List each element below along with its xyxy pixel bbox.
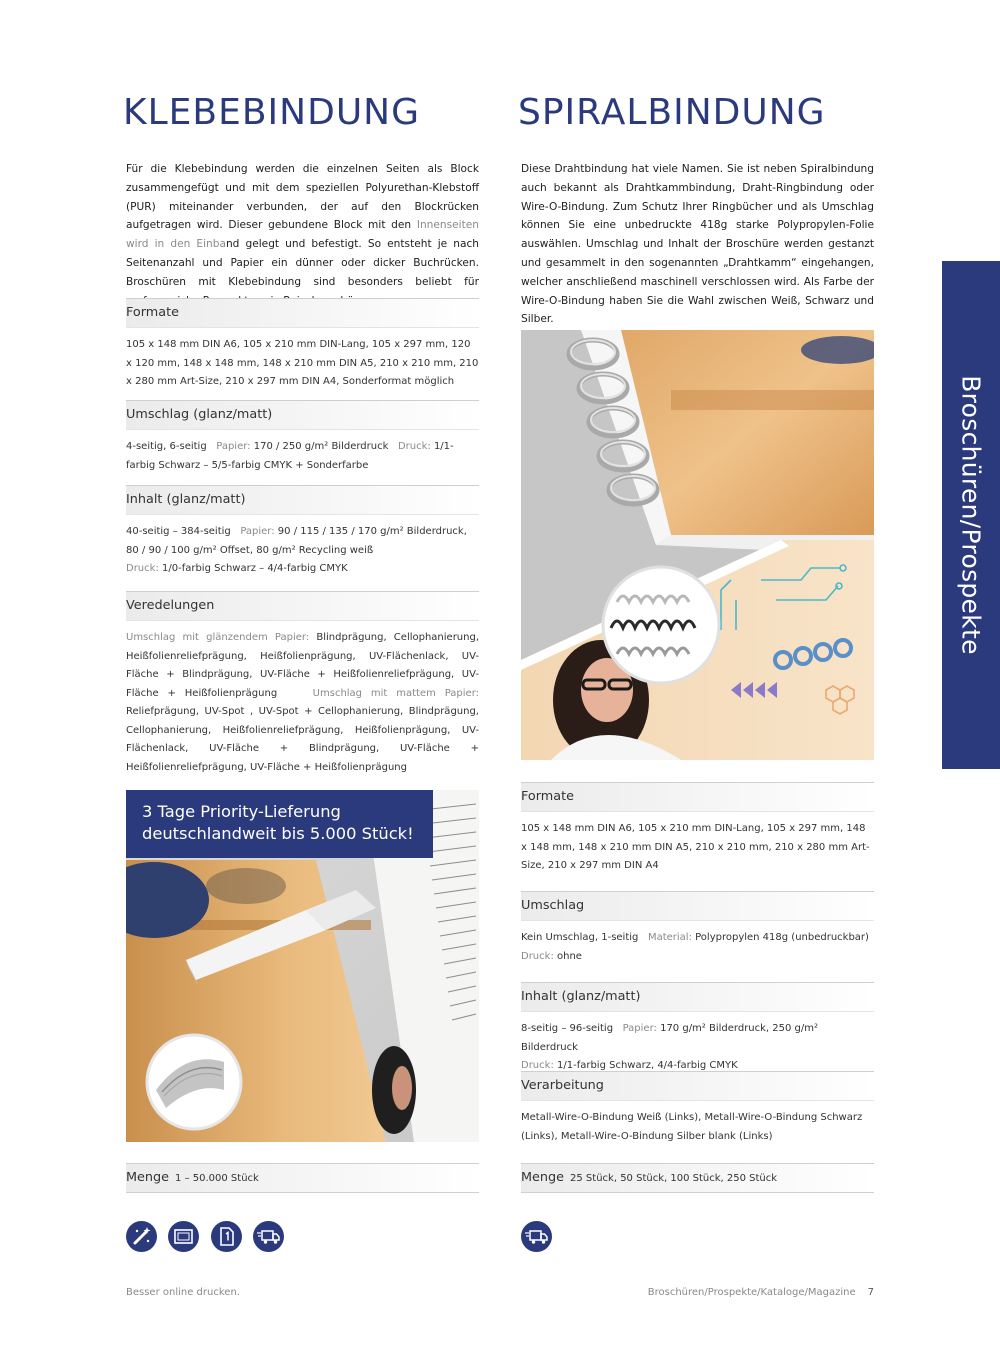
- express-truck-icon: [521, 1221, 552, 1252]
- menge-value: 1 – 50.000 Stück: [175, 1173, 259, 1184]
- section-title: Veredelungen: [126, 598, 215, 613]
- format-frame-icon: [168, 1221, 199, 1252]
- section-header-inhalt: [126, 485, 479, 515]
- inhalt-text: 8-seitig – 96-seitig Papier: 170 g/m² Bilderdruck, 250 g/m² Bilderdruck Druck: 1/1-farbig Schwarz, 4/4-farbig CMYK: [521, 1023, 819, 1071]
- section-header-umschlag: [126, 400, 479, 430]
- section-title: Umschlag: [521, 898, 585, 913]
- page-number: 7: [867, 1287, 874, 1298]
- intro-klebebindung: Für die Klebebindung werden die einzelnen Seiten als Block zusammengefügt und mit dem speziellen Polyurethan-Klebstoff (PUR) miteinander verbunden, der auf den Blockrücken aufgetragen wird. Dieser gebundene Block mit den Innenseiten wird in den Einband gelegt und befestigt. So entsteht je nach Seitenanzahl und Papier ein dünner oder dicker Buchrücken. Broschüren mit Klebebindung sind besonders beliebt für: [126, 163, 479, 288]
- section-header-veredelungen: [126, 591, 479, 621]
- side-tab-category: [942, 261, 1000, 769]
- menge-value: 25 Stück, 50 Stück, 100 Stück, 250 Stück: [570, 1173, 778, 1184]
- formate-text: 105 x 148 mm DIN A6, 105 x 210 mm DIN-Lang, 105 x 297 mm, 120 x 120 mm, 148 x 148 mm, 148 x 210 mm DIN A5, 210 x 210 mm, 210 x 280 mm Art-Size, 210 x 297 mm DIN A4, Sonderformat möglich: [126, 339, 479, 387]
- umschlag-text: 4-seitig, 6-seitig Papier: 170 / 250 g/m² Bilderdruck Druck: 1/1-farbig Schwarz – 5/5-farbig CMYK + Sonderfarbe: [126, 441, 454, 471]
- section-title: Verarbeitung: [521, 1078, 604, 1093]
- menge-label: Menge: [521, 1170, 565, 1185]
- heading-spiralbindung: SPIRALBINDUNG: [518, 92, 826, 133]
- section-title: Inhalt (glanz/matt): [126, 492, 246, 507]
- menge-row: [521, 1163, 874, 1193]
- priority-delivery-banner: 3 Tage Priority-Lieferung deutschlandweit bis 5.000 Stück!: [126, 790, 433, 858]
- formate-text: 105 x 148 mm DIN A6, 105 x 210 mm DIN-Lang, 105 x 297 mm, 148 x 148 mm, 148 x 210 mm DIN A5, 210 x 210 mm, 210 x 280 mm Art-Size, 210 x 297 mm DIN A4: [521, 823, 870, 871]
- footer-section-label: Broschüren/Prospekte/Kataloge/Magazine: [647, 1287, 856, 1298]
- verarbeitung-text: Metall-Wire-O-Bindung Weiß (Links), Metall-Wire-O-Bindung Schwarz (Links), Metall-Wire-O-Bindung Silber blank (Links): [521, 1112, 863, 1142]
- spiralbindung-photo: [521, 330, 874, 760]
- section-title: Umschlag (glanz/matt): [126, 407, 273, 422]
- footer-section: [648, 1287, 874, 1298]
- heading-klebebindung: KLEBEBINDUNG: [123, 92, 420, 133]
- intro-spiralbindung: Diese Drahtbindung hat viele Namen. Sie ist neben Spiralbindung auch bekannt als Drahtkammbindung, Draht-Ringbindung oder Wire-O-Bindung. Zum Schutz Ihrer Ringbücher und als Umschlag können Sie eine unbedruckte 418g starke Polypropylen-Folie auswählen. Umschlag und Inhalt der Broschüre werden gestanzt und gesammelt in den sogenannten „Drahtkamm“ eingehangen, welcher anschließend maschinell verschlossen wird. Als Farbe der Wire-O-Bindung haben Sie die Wahl zwischen Weiß, Schwarz und Silber.: [521, 163, 874, 326]
- footer-slogan: Besser online drucken.: [126, 1287, 240, 1298]
- express-truck-icon: [253, 1221, 284, 1252]
- menge-row: [126, 1163, 479, 1193]
- section-header-verarbeitung: [521, 1071, 874, 1101]
- umschlag-text: Kein Umschlag, 1-seitig Material: Polypropylen 418g (unbedruckbar) Druck: ohne: [521, 932, 869, 962]
- menge-label: Menge: [126, 1170, 170, 1185]
- section-header-formate: [126, 298, 479, 328]
- spiralbindung-illustration: [521, 330, 874, 760]
- section-title: Formate: [126, 305, 179, 320]
- section-header-umschlag: [521, 891, 874, 921]
- section-title: Formate: [521, 789, 574, 804]
- section-header-inhalt: [521, 982, 874, 1012]
- section-header-formate: [521, 782, 874, 812]
- side-tab-label: Broschüren/Prospekte: [956, 375, 986, 655]
- page-one-icon: [211, 1221, 242, 1252]
- section-title: Inhalt (glanz/matt): [521, 989, 641, 1004]
- veredelungen-text: Umschlag mit glänzendem Papier: Blindprägung, Cellophanierung, Heißfolienreliefprägung, Heißfolienprägung, UV-Flächenlack, UV-Fläche + Blindprägung, UV-Fläche + Heißfolienreliefprägung, UV-Fläche + Heißfolienprägung Umschlag mit mattem Papier: Reliefprägung, UV-Spot , UV-Spot + Cellophanierung, Blindprägung, Cellophanierung, Heißfolienreliefprägung, Heißfolienprägung, UV-Flächenlack, UV-Fläche + Blindprägung, UV-Fläche + Heißfolienreliefprägung, UV-Fläche + Heißfolienprägung: [126, 632, 480, 773]
- inhalt-text: 40-seitig – 384-seitig Papier: 90 / 115 / 135 / 170 g/m² Bilderdruck, 80 / 90 / 100 g/m² Offset, 80 g/m² Recycling weiß Druck: 1/0-farbig Schwarz – 4/4-farbig CMYK: [126, 526, 467, 574]
- finishing-wand-icon: [126, 1221, 157, 1252]
